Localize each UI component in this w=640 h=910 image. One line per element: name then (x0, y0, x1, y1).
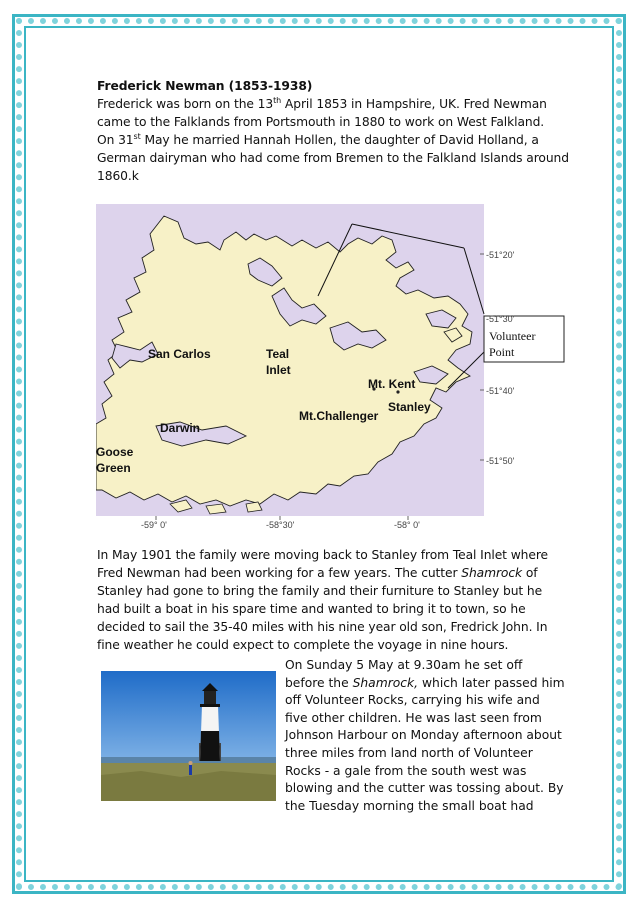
lighthouse-photo (101, 671, 276, 801)
lighthouse-lamp (204, 691, 216, 705)
lat-label: -51°20' (486, 250, 515, 260)
text-run: Fred Newman had been working for a few years. The cutter (97, 566, 462, 580)
superscript: th (273, 95, 282, 105)
lat-label: -51°50' (486, 456, 515, 466)
text-run: of (522, 566, 538, 580)
intro-line: German dairyman who had come from Bremen to the Falkland Islands around (97, 151, 569, 165)
map-label-san-carlos: San Carlos (148, 347, 211, 361)
voyage-line: had built a boat in his spare time and wanted to bring it to town, so he (97, 602, 526, 616)
text-run: On 31 (97, 133, 134, 147)
map-label-inlet: Inlet (266, 363, 291, 377)
lat-label: -51°40' (486, 386, 515, 396)
falklands-map (96, 204, 580, 534)
map-label-green: Green (96, 461, 131, 475)
intro-line (97, 96, 547, 114)
text-run: before the (285, 675, 353, 690)
text-run: April 1853 in Hampshire, UK. Fred Newman (281, 97, 547, 111)
photo-person (189, 765, 192, 775)
lon-label: -58° 0' (394, 520, 420, 530)
text-run: which later passed him (418, 675, 565, 690)
photo-sky (101, 671, 276, 763)
map-label-goose: Goose (96, 445, 134, 459)
photo-person-head (189, 761, 193, 765)
lon-label: -59° 0' (141, 520, 167, 530)
article-heading: Frederick Newman (1853-1938) (97, 79, 313, 93)
map-label-teal: Teal (266, 347, 290, 361)
voyage-line: In May 1901 the family were moving back to Stanley from Teal Inlet where (97, 548, 548, 562)
italic-text: Shamrock, (352, 675, 419, 690)
column-line: five other children. He was last seen from (285, 710, 542, 725)
callout-text: Point (489, 345, 515, 359)
column-line: the Tuesday morning the small boat had (285, 798, 534, 813)
column-line: Rocks - a gale from the south west was (285, 763, 527, 778)
voyage-line: decided to sail the 35-40 miles with his nine year old son, Fredrick John. In (97, 620, 548, 634)
column-line: blowing and the cutter was tossing about. By (285, 781, 564, 796)
italic-text: Shamrock (461, 566, 523, 580)
lighthouse-gallery (200, 704, 220, 707)
callout-text: Volunteer (489, 329, 536, 343)
column-line: Johnson Harbour on Monday afternoon about (285, 728, 562, 743)
intro-line: came to the Falklands from Portsmouth in 1880 to work on West Falkland. (97, 115, 545, 129)
column-line: three miles from land north of Volunteer (285, 745, 533, 760)
voyage-line: fine weather he could expect to complete the voyage in nine hours. (97, 638, 509, 652)
map-label-darwin: Darwin (160, 421, 201, 435)
photo-sea (101, 757, 276, 763)
map-label-mt-kent: Mt. Kent (368, 377, 416, 391)
text-run: Frederick was born on the 13 (97, 97, 274, 111)
intro-line: 1860.k (97, 169, 139, 183)
intro-line (97, 132, 539, 150)
column-line: On Sunday 5 May at 9.30am he set off (285, 658, 523, 672)
map-label-mt-challenger: Mt.Challenger (299, 409, 379, 423)
superscript: st (133, 131, 141, 141)
column-line: off Volunteer Rocks, carrying his wife and (285, 693, 540, 708)
lon-label: -58°30' (266, 520, 295, 530)
text-run: May he married Hannah Hollen, the daughter of David Holland, a (140, 133, 539, 147)
column-line (285, 675, 575, 693)
voyage-line (97, 565, 537, 583)
voyage-line: Stanley had gone to bring the family and their furniture to Stanley but he (97, 584, 543, 598)
right-column-paragraph (285, 657, 575, 815)
map-label-stanley: Stanley (388, 400, 431, 414)
lighthouse-black-band (200, 731, 220, 761)
lat-label: -51°30' (486, 314, 515, 324)
